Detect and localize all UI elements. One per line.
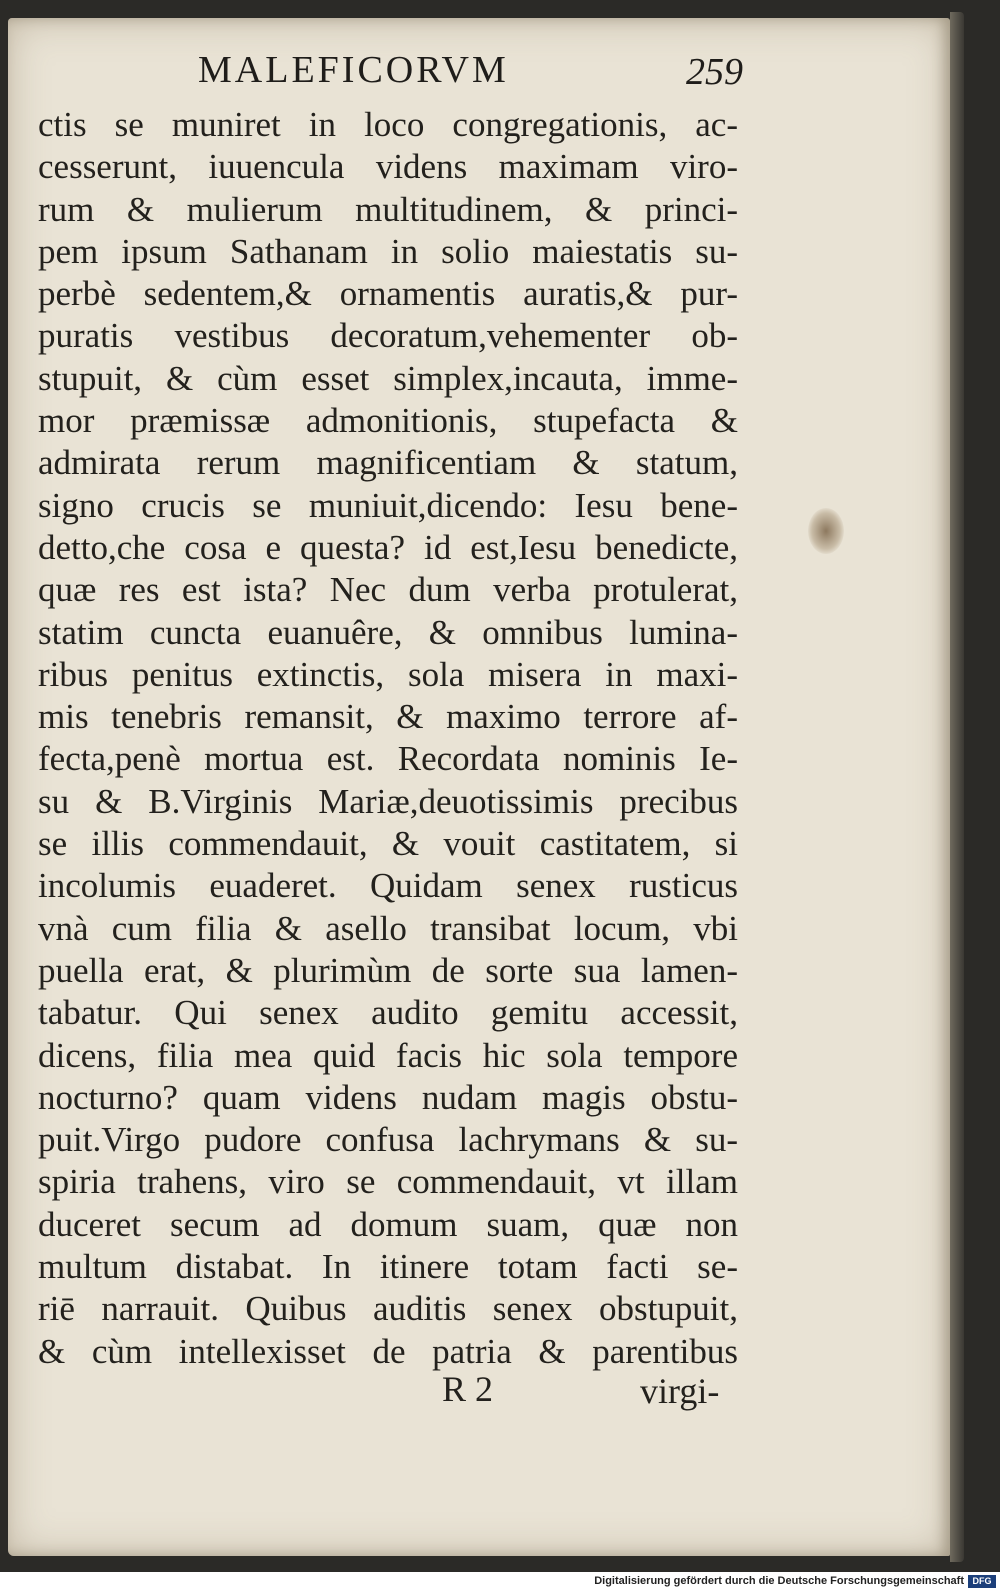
text-line: vnà cum filia & asello transibat locum, vbi [38, 908, 738, 948]
page-edge [950, 12, 964, 1562]
text-line: cesserunt, iuuencula videns maximam viro- [38, 147, 738, 187]
page-header [40, 48, 743, 102]
text-line: quæ res est ista? Nec dum verba protulerat, [38, 570, 738, 610]
text-line: puit.Virgo pudore confusa lachrymans & su- [38, 1120, 738, 1160]
text-line: perbè sedentem,& ornamentis auratis,& pur- [38, 274, 738, 314]
text-line: se illis commendauit, & vouit castitatem, si [38, 824, 738, 864]
text-line: & cùm intellexisset de patria & parentibus [38, 1331, 738, 1371]
text-line: pem ipsum Sathanam in solio maiestatis su- [38, 231, 738, 271]
body-text [38, 104, 738, 1373]
page-footer [40, 1368, 740, 1418]
text-line: spiria trahens, viro se commendauit, vt illam [38, 1162, 738, 1202]
text-line: dicens, filia mea quid facis hic sola tempore [38, 1035, 738, 1075]
text-line: puella erat, & plurimùm de sorte sua lamen- [38, 950, 738, 990]
text-line: incolumis euaderet. Quidam senex rusticus [38, 866, 738, 906]
text-line: stupuit, & cùm esset simplex,incauta, imme- [38, 358, 738, 398]
credit-bar [0, 1572, 1000, 1592]
dfg-logo: DFG [968, 1575, 996, 1588]
text-line: puratis vestibus decoratum,vehementer ob- [38, 316, 738, 356]
text-line: signo crucis se muniuit,dicendo: Iesu bene- [38, 485, 738, 525]
text-line: admirata rerum magnificentiam & statum, [38, 443, 738, 483]
text-line: statim cuncta euanuêre, & omnibus lumina- [38, 612, 738, 652]
text-line: nocturno? quam videns nudam magis obstu- [38, 1077, 738, 1117]
text-line: riē narrauit. Quibus auditis senex obstupuit, [38, 1289, 738, 1329]
text-line: fecta,penè mortua est. Recordata nominis Ie- [38, 739, 738, 779]
signature-mark: R 2 [442, 1369, 494, 1409]
running-title: MALEFICORVM [198, 49, 509, 91]
text-line: mis tenebris remansit, & maximo terrore af- [38, 697, 738, 737]
catchword: virgi- [640, 1371, 720, 1411]
text-line: mor præmissæ admonitionis, stupefacta & [38, 401, 738, 441]
page-number: 259 [686, 51, 743, 93]
text-line: ctis se muniret in loco congregationis, ac- [38, 105, 738, 144]
text-line: multum distabat. In itinere totam facti se- [38, 1247, 738, 1287]
credit-text: Digitalisierung gefördert durch die Deutsche Forschungsgemeinschaft [594, 1575, 964, 1587]
text-line: tabatur. Qui senex audito gemitu accessit, [38, 993, 738, 1033]
text-line: duceret secum ad domum suam, quæ non [38, 1204, 738, 1244]
text-line: detto,che cosa e questa? id est,Iesu benedicte, [38, 527, 738, 567]
paper-stain [808, 508, 844, 554]
text-line: rum & mulierum multitudinem, & princi- [38, 189, 738, 229]
text-line: su & B.Virginis Mariæ,deuotissimis precibus [38, 781, 738, 821]
text-line: ribus penitus extinctis, sola misera in maxi- [38, 654, 738, 694]
